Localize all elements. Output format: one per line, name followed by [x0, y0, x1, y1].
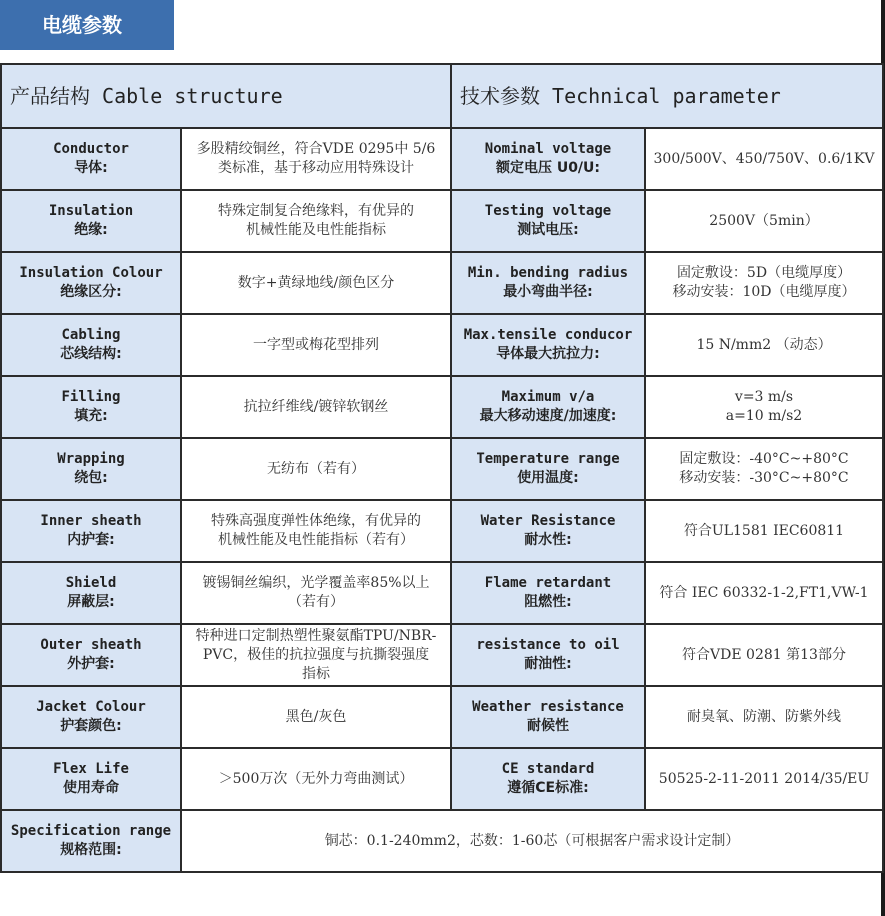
structure-label-en: Inner sheath	[40, 513, 142, 529]
parameter-label-cn: 耐油性:	[524, 656, 572, 672]
parameter-value-line: 符合 IEC 60332-1-2,FT1,VW-1	[659, 584, 869, 601]
structure-label-cn: 内护套:	[67, 532, 115, 548]
parameter-value-line: 300/500V、450/750V、0.6/1KV	[653, 150, 875, 167]
parameter-value	[645, 500, 883, 562]
structure-value	[181, 500, 451, 562]
parameter-label-en: Flame retardant	[484, 575, 612, 591]
parameter-label-cn: 最小弯曲半径:	[503, 284, 593, 300]
structure-value	[181, 128, 451, 190]
structure-label-cn: 护套颜色:	[60, 718, 122, 734]
parameter-label-cn: 测试电压:	[517, 222, 579, 238]
parameter-label-en: Min. bending radius	[467, 265, 629, 281]
structure-value-line: 数字+黄绿地线/颜色区分	[237, 274, 395, 291]
cable-parameter-table	[0, 63, 884, 873]
parameter-value-line: 50525-2-11-2011 2014/35/EU	[658, 770, 870, 787]
structure-label	[1, 190, 181, 252]
structure-value	[181, 748, 451, 810]
structure-value-line: 抗拉纤维线/镀锌软钢丝	[243, 398, 389, 415]
parameter-value	[645, 438, 883, 500]
structure-label-en: Filling	[61, 389, 121, 405]
parameter-label	[451, 190, 645, 252]
parameter-value-line: v=3 m/s	[734, 389, 794, 405]
parameter-label-en: Water Resistance	[480, 513, 616, 529]
parameter-label-cn: 耐候性	[527, 718, 569, 734]
structure-value	[181, 438, 451, 500]
structure-value-line: 类标准，基于移动应用特殊设计	[218, 160, 414, 176]
structure-label	[1, 500, 181, 562]
structure-label-cn: 导体:	[74, 160, 108, 176]
structure-value-line: 机械性能及电性能指标（若有）	[218, 532, 414, 548]
table-row	[1, 500, 883, 562]
structure-value	[181, 562, 451, 624]
parameter-label-cn: 使用温度:	[517, 470, 579, 486]
table-row	[1, 376, 883, 438]
parameter-label-en: resistance to oil	[476, 637, 620, 653]
structure-label	[1, 314, 181, 376]
specification-label-cn: 规格范围:	[60, 842, 122, 858]
structure-label-en: Insulation Colour	[19, 265, 163, 281]
structure-value-line: 特殊高强度弹性体绝缘，有优异的	[211, 513, 421, 529]
parameter-value-line: 固定敷设：5D（电缆厚度）	[676, 265, 852, 281]
parameter-label-en: Weather resistance	[472, 699, 624, 715]
structure-value	[181, 314, 451, 376]
structure-value-line: 指标	[302, 665, 330, 682]
structure-label-en: Conductor	[53, 141, 129, 157]
parameter-value	[645, 128, 883, 190]
parameter-label	[451, 686, 645, 748]
structure-value-line: 一字型或梅花型排列	[253, 336, 379, 353]
structure-value-line: 黑色/灰色	[285, 708, 347, 725]
structure-value-line: （若有）	[288, 594, 344, 610]
parameter-label-cn: 最大移动速度/加速度:	[479, 408, 617, 424]
structure-label	[1, 438, 181, 500]
structure-label-cn: 使用寿命	[63, 780, 119, 796]
structure-value	[181, 252, 451, 314]
table-row	[1, 438, 883, 500]
structure-label-en: Flex Life	[53, 761, 129, 777]
structure-value-line: ＞500万次（无外力弯曲测试）	[218, 770, 414, 787]
table-row	[1, 190, 883, 252]
table-row	[1, 128, 883, 190]
parameter-label-cn: 额定电压 U0/U:	[495, 160, 601, 176]
structure-label-cn: 屏蔽层:	[67, 594, 115, 610]
table-row	[1, 252, 883, 314]
structure-label-cn: 绝缘区分:	[60, 284, 122, 300]
specification-label-en: Specification range	[10, 823, 172, 839]
structure-label-en: Jacket Colour	[36, 699, 146, 715]
parameter-label-en: Testing voltage	[484, 203, 612, 219]
structure-value-line: 多股精绞铜丝，符合VDE 0295中 5/6	[196, 141, 436, 157]
section-title: 电缆参数	[0, 0, 174, 50]
structure-value-line: 特殊定制复合绝缘料，有优异的	[218, 203, 414, 219]
parameter-value	[645, 562, 883, 624]
structure-value-line: 镀锡铜丝编织，光学覆盖率85%以上	[202, 575, 430, 591]
table-row	[1, 686, 883, 748]
parameter-label	[451, 748, 645, 810]
structure-label-cn: 填充:	[74, 408, 108, 424]
structure-label-cn: 外护套:	[67, 656, 115, 672]
parameter-label	[451, 438, 645, 500]
table-header-row	[1, 64, 883, 128]
structure-label-en: Outer sheath	[40, 637, 142, 653]
parameter-label-en: CE standard	[501, 761, 595, 777]
structure-value	[181, 686, 451, 748]
parameter-value	[645, 748, 883, 810]
structure-value	[181, 624, 451, 686]
parameter-label	[451, 624, 645, 686]
parameter-value-line: 移动安装：10D（电缆厚度）	[672, 284, 856, 300]
structure-label-cn: 绝缘:	[74, 222, 108, 238]
table-row	[1, 624, 883, 686]
parameter-label	[451, 500, 645, 562]
parameter-value-line: 2500V（5min）	[709, 212, 819, 229]
parameter-label-cn: 遵循CE标准:	[507, 780, 589, 796]
parameter-label	[451, 562, 645, 624]
parameter-label-cn: 导体最大抗拉力:	[496, 346, 600, 362]
parameter-label-cn: 耐水性:	[524, 532, 572, 548]
parameter-value-line: 耐臭氧、防潮、防紫外线	[687, 708, 841, 725]
parameter-value-line: 符合UL1581 IEC60811	[683, 522, 845, 539]
parameter-value-line: 符合VDE 0281 第13部分	[682, 646, 846, 663]
structure-label-en: Shield	[65, 575, 117, 591]
parameter-value	[645, 314, 883, 376]
structure-label	[1, 748, 181, 810]
structure-label	[1, 686, 181, 748]
parameter-value	[645, 252, 883, 314]
specification-row	[1, 810, 883, 872]
structure-label	[1, 624, 181, 686]
parameter-value	[645, 376, 883, 438]
parameter-label	[451, 376, 645, 438]
parameter-label	[451, 314, 645, 376]
structure-label-en: Wrapping	[57, 451, 125, 467]
parameter-value-line: 移动安装：-30°C~+80°C	[679, 470, 849, 486]
parameter-value-line: a=10 m/s2	[725, 408, 803, 424]
structure-label	[1, 128, 181, 190]
structure-value-line: 无纺布（若有）	[267, 460, 365, 477]
parameter-value	[645, 190, 883, 252]
parameter-label-cn: 阻燃性:	[524, 594, 572, 610]
parameter-value-line: 15 N/mm2 （动态）	[696, 336, 832, 353]
parameter-value	[645, 686, 883, 748]
structure-value	[181, 190, 451, 252]
table-row	[1, 562, 883, 624]
parameter-label-en: Temperature range	[476, 451, 620, 467]
parameter-label	[451, 128, 645, 190]
structure-value-line: 机械性能及电性能指标	[246, 222, 386, 238]
table-row	[1, 314, 883, 376]
specification-label	[1, 810, 181, 872]
structure-label	[1, 376, 181, 438]
structure-value	[181, 376, 451, 438]
structure-label-cn: 芯线结构:	[60, 346, 122, 362]
structure-label	[1, 562, 181, 624]
structure-label-en: Insulation	[48, 203, 134, 219]
structure-label-en: Cabling	[61, 327, 121, 343]
parameter-label-en: Maximum v/a	[501, 389, 595, 405]
specification-value: 铜芯：0.1-240mm2，芯数：1-60芯（可根据客户需求设计定制）	[181, 810, 883, 872]
structure-label	[1, 252, 181, 314]
structure-label-cn: 绕包:	[74, 470, 108, 486]
technical-parameter-header: 技术参数 Technical parameter	[451, 64, 883, 128]
structure-value-line: PVC，极佳的抗拉强度与抗撕裂强度	[202, 646, 430, 663]
structure-value-line: 特种进口定制热塑性聚氨酯TPU/NBR-	[195, 627, 437, 644]
table-row	[1, 748, 883, 810]
parameter-value-line: 固定敷设：-40°C~+80°C	[679, 451, 849, 467]
parameter-label-en: Nominal voltage	[484, 141, 612, 157]
parameter-label-en: Max.tensile conducor	[463, 327, 633, 343]
parameter-label	[451, 252, 645, 314]
cable-structure-header: 产品结构 Cable structure	[1, 64, 451, 128]
parameter-value	[645, 624, 883, 686]
